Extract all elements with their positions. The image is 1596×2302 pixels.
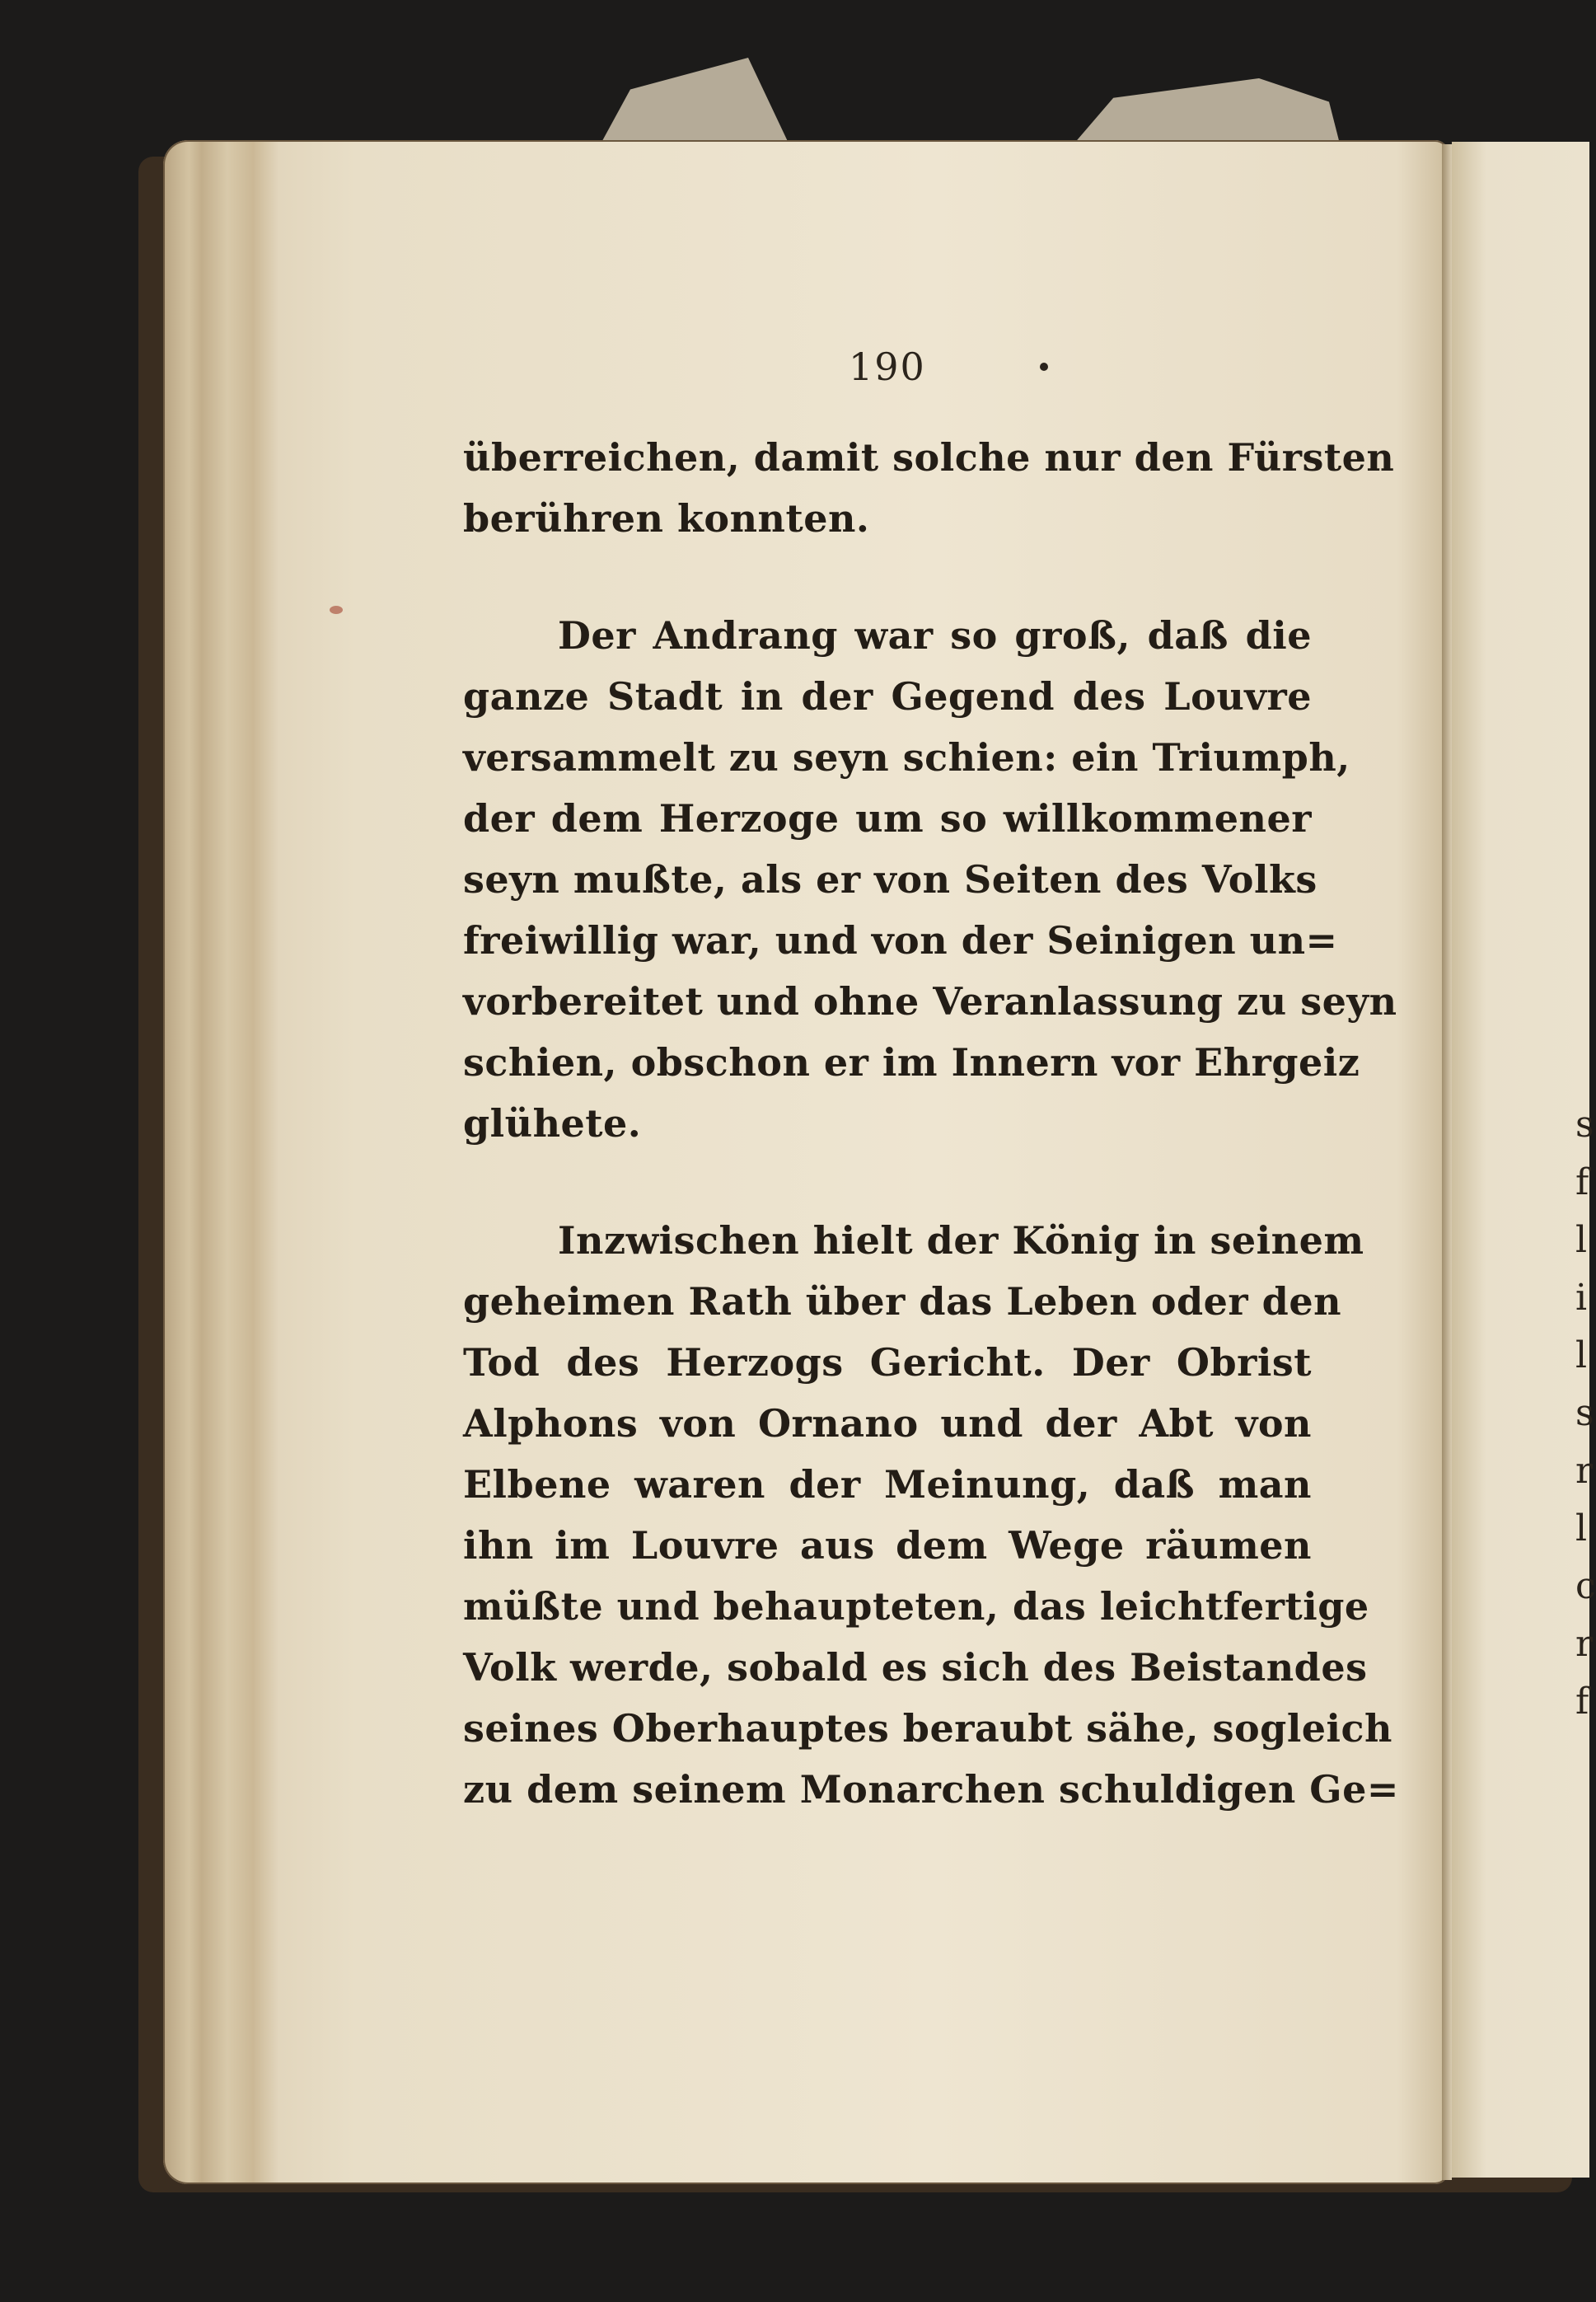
text-line: ganze Stadt in der Gegend des Louvre [463,674,1312,719]
paragraph-gap [463,1154,1312,1210]
text-line: Alphons von Ornano und der Abt von [463,1401,1312,1446]
text-line: der dem Herzoge um so willkommener [463,796,1312,841]
text-line: zu dem seinem Monarchen schuldigen Ge= [463,1767,1399,1812]
text-line: Elbene waren der Meinung, daß man [463,1462,1312,1507]
text-line: Volk werde, sobald es sich des Beistandes [463,1645,1368,1690]
paragraph-gap [463,549,1312,605]
paragraph [463,427,1395,549]
text-line: Tod des Herzogs Gericht. Der Obrist [463,1340,1312,1385]
paper-stain [330,606,343,614]
text-line: überreichen, damit solche nur den Fürsten [463,435,1395,480]
text-line: seyn mußte, als er von Seiten des Volks [463,857,1318,902]
text-line: geheimen Rath über das Leben oder den [463,1279,1342,1324]
bookmark-paper-left [577,58,791,148]
text-line: glühete. [463,1101,642,1146]
page-number: 190 [849,345,926,389]
text-line: seines Oberhauptes beraubt sähe, sogleich [463,1706,1392,1751]
text-line: vorbereitet und ohne Veranlassung zu seyn [463,979,1397,1024]
page-gutter [1442,144,1452,2180]
paragraph [463,605,1397,1154]
text-line: schien, obschon er im Innern vor Ehrgeiz [463,1040,1360,1085]
text-line: berühren konnten. [463,496,870,541]
page-number-dot [1040,363,1048,371]
text-line: ihn im Louvre aus dem Wege räumen [463,1523,1312,1568]
text-line: freiwillig war, und von der Seinigen un= [463,918,1338,963]
page-body-text [463,427,1399,1820]
right-page-text-fragment: s f l i l s r l c r f [1575,1104,1596,1723]
text-line: Inzwischen hielt der König in seinem [558,1218,1364,1263]
text-line: Der Andrang war so groß, daß die [558,613,1312,658]
text-line: müßte und behaupteten, das leichtfertige [463,1584,1369,1629]
text-line: versammelt zu seyn schien: ein Triumph, [463,735,1350,780]
paragraph [463,1210,1399,1820]
right-page-edge [1452,142,1596,2178]
